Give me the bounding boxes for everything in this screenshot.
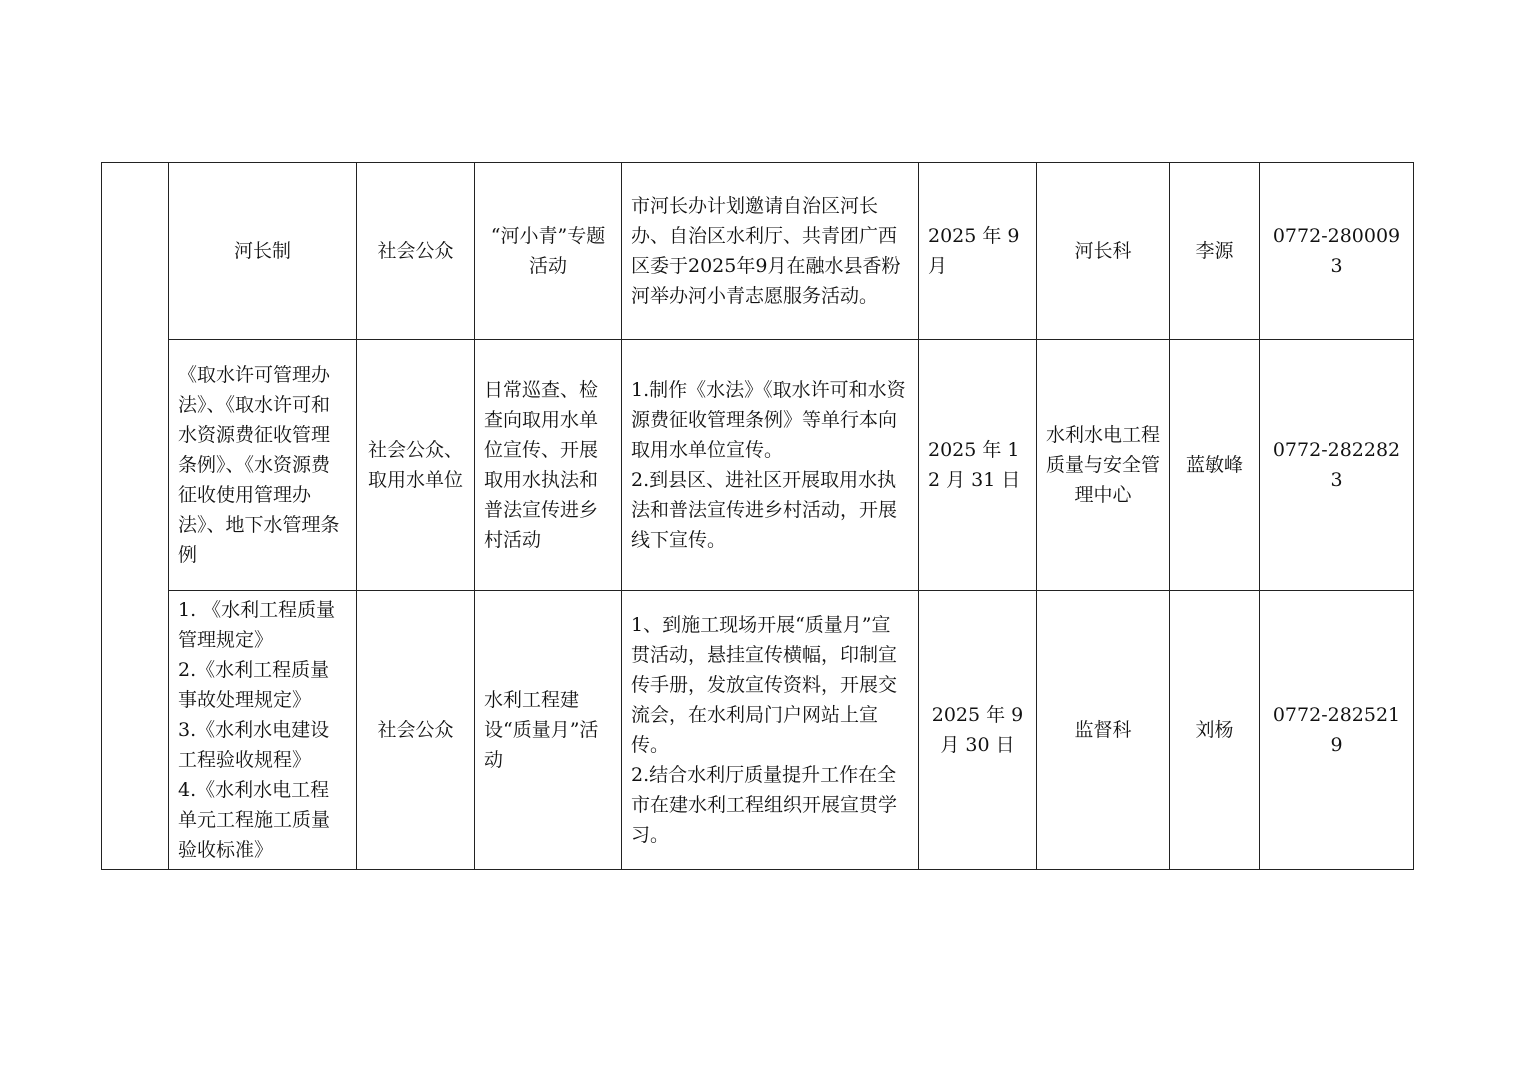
date-cell: 2025 年 12 月 31 日 [919, 340, 1037, 591]
content-cell: 1、到施工现场开展“质量月”宣贯活动，悬挂宣传横幅，印制宣传手册，发放宣传资料，开展交流会，在水利局门户网站上宣传。 2.结合水利厅质量提升工作在全市在建水利工程组织开展宣贯学习。 [622, 591, 919, 870]
date-cell: 2025 年 9 月 30 日 [919, 591, 1037, 870]
table-row [102, 340, 1414, 591]
contact-cell: 刘杨 [1170, 591, 1260, 870]
department-cell: 监督科 [1037, 591, 1170, 870]
activity-cell: 水利工程建设“质量月”活动 [475, 591, 622, 870]
content-cell: 市河长办计划邀请自治区河长办、自治区水利厅、共青团广西区委于2025年9月在融水县香粉河举办河小青志愿服务活动。 [622, 163, 919, 340]
audience-cell: 社会公众、取用水单位 [357, 340, 475, 591]
table-row [102, 163, 1414, 340]
phone-cell: 0772-2822823 [1260, 340, 1414, 591]
date-cell: 2025 年 9 月 [919, 163, 1037, 340]
phone-cell: 0772-2825219 [1260, 591, 1414, 870]
contact-cell: 李源 [1170, 163, 1260, 340]
law-cell: 《取水许可管理办法》、《取水许可和水资源费征收管理条例》、《水资源费征收使用管理办法》、地下水管理条例 [169, 340, 357, 591]
department-cell: 水利水电工程质量与安全管理中心 [1037, 340, 1170, 591]
publicity-plan-table [101, 162, 1414, 870]
audience-cell: 社会公众 [357, 163, 475, 340]
content-cell: 1.制作《水法》《取水许可和水资源费征收管理条例》等单行本向取用水单位宣传。 2.到县区、进社区开展取用水执法和普法宣传进乡村活动，开展线下宣传。 [622, 340, 919, 591]
law-cell: 河长制 [169, 163, 357, 340]
audience-cell: 社会公众 [357, 591, 475, 870]
index-column-cell [102, 163, 169, 870]
law-cell: 1. 《水利工程质量管理规定》 2.《水利工程质量事故处理规定》 3.《水利水电建设工程验收规程》 4.《水利水电工程单元工程施工质量验收标准》 [169, 591, 357, 870]
phone-cell: 0772-2800093 [1260, 163, 1414, 340]
activity-cell: 日常巡查、检查向取用水单位宣传、开展取用水执法和普法宣传进乡村活动 [475, 340, 622, 591]
department-cell: 河长科 [1037, 163, 1170, 340]
table-row [102, 591, 1414, 870]
activity-cell: “河小青”专题活动 [475, 163, 622, 340]
contact-cell: 蓝敏峰 [1170, 340, 1260, 591]
